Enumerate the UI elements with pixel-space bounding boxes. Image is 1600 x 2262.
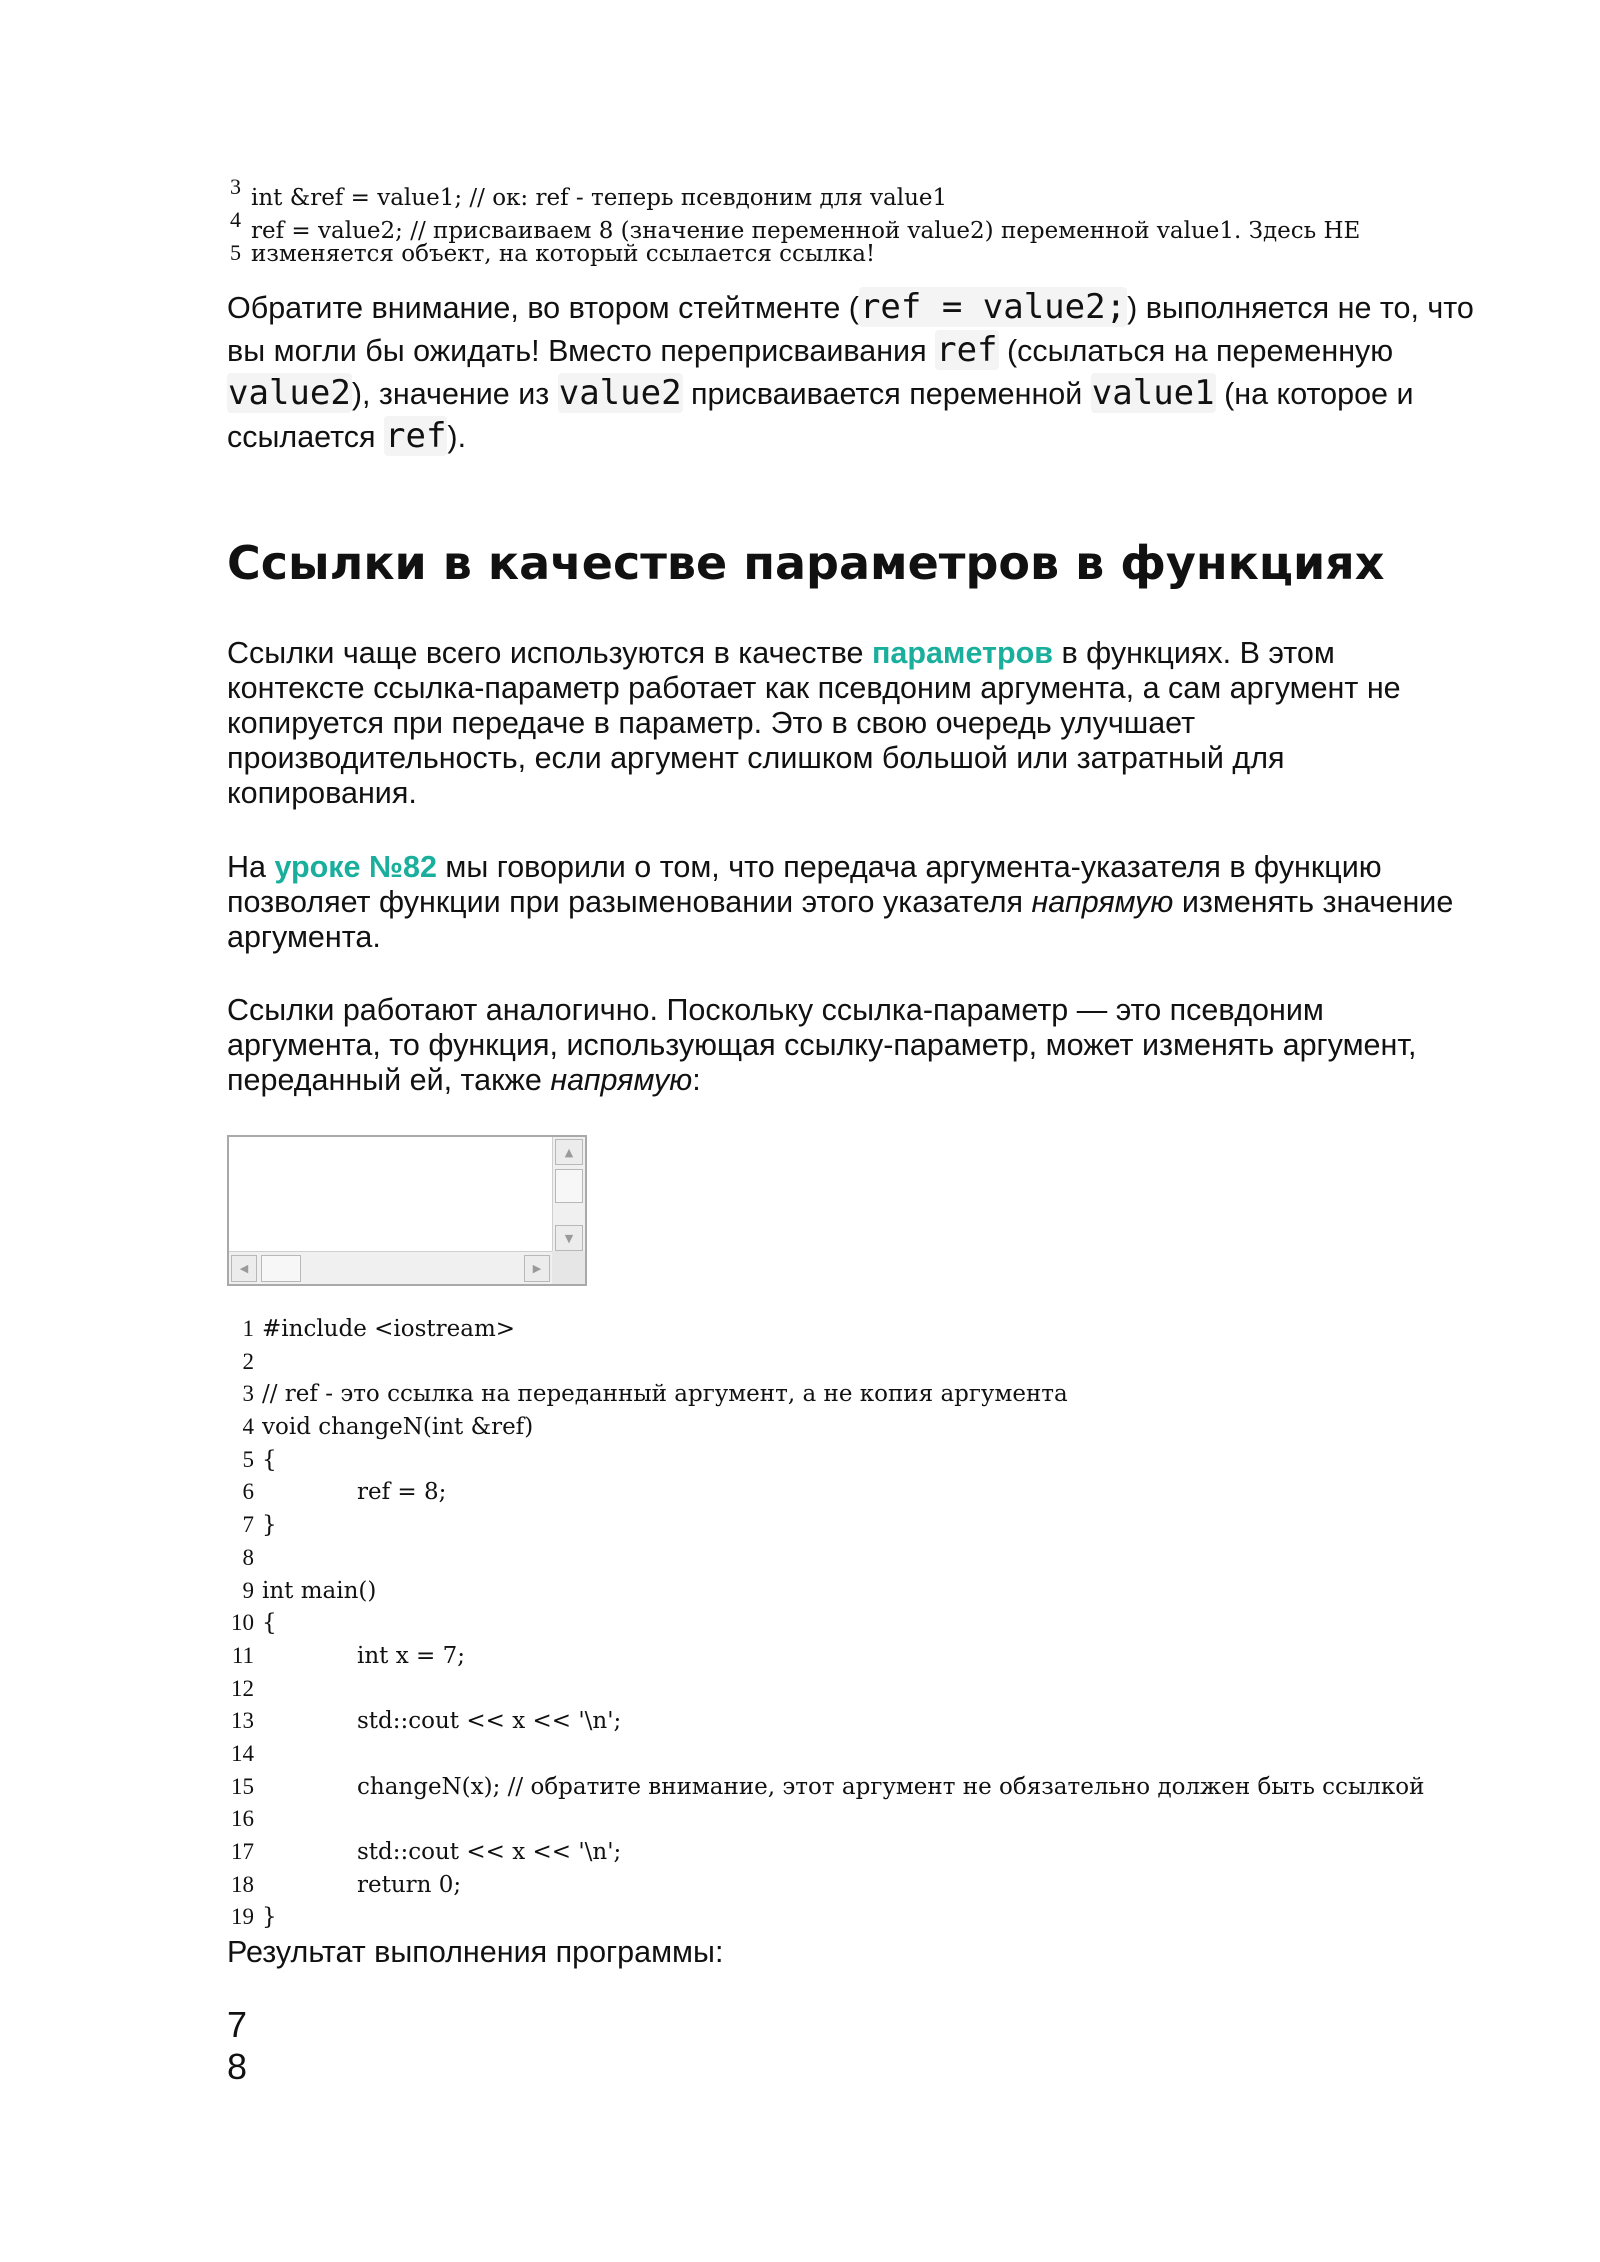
code-line <box>226 1803 1526 1836</box>
line-number: 5 <box>242 1446 254 1472</box>
code-line <box>226 1771 1526 1804</box>
inline-code: value1 <box>1091 373 1215 413</box>
line-number: 4 <box>230 207 241 232</box>
code-line <box>226 1378 1526 1411</box>
text: мы говорили о том, что передача аргумента-указателя в функцию позволяет функции при разыменовании этого указателя <box>227 850 1382 919</box>
code-line <box>226 1836 1526 1869</box>
arrow-down-icon: ▼ <box>564 1231 574 1245</box>
scroll-down-button[interactable] <box>555 1225 583 1251</box>
line-number: 13 <box>231 1708 254 1734</box>
code-line <box>226 207 1426 244</box>
code-text: void changeN(int &ref) <box>262 1414 534 1441</box>
code-text: { <box>262 1446 277 1473</box>
text: (ссылаться на переменную <box>998 334 1394 368</box>
line-number: 17 <box>231 1839 254 1864</box>
code-line <box>226 1509 1526 1542</box>
scroll-left-button[interactable] <box>231 1255 257 1282</box>
inline-code: ref = value2; <box>859 287 1127 327</box>
code-text: изменяется объект, на который ссылается ссылка! <box>251 241 876 267</box>
line-number: 8 <box>242 1544 254 1570</box>
code-text: { <box>262 1610 277 1637</box>
line-number: 14 <box>231 1740 254 1766</box>
emphasis: напрямую <box>1031 885 1174 919</box>
result-label: Результат выполнения программы: <box>227 1935 724 1969</box>
line-number: 6 <box>242 1479 254 1505</box>
code-text: } <box>262 1512 277 1539</box>
code-text: return 0; <box>357 1871 462 1898</box>
code-line <box>226 1411 1526 1444</box>
text: Ссылки чаще всего используются в качестве <box>227 636 872 670</box>
line-number: 10 <box>231 1610 254 1636</box>
code-fragment <box>226 174 1426 273</box>
line-number: 19 <box>231 1904 254 1930</box>
line-number: 3 <box>230 174 241 199</box>
section-heading: Ссылки в качестве параметров в функциях <box>227 536 1385 590</box>
code-text: #include <iostream> <box>262 1316 516 1342</box>
arrow-right-icon: ▶ <box>532 1262 542 1275</box>
line-number: 11 <box>231 1642 254 1668</box>
arrow-up-icon: ▲ <box>564 1145 574 1159</box>
emphasis: напрямую <box>550 1063 693 1097</box>
text: ) выполняется не то, что вы могли бы ожидать! Вместо переприсваивания <box>227 291 1474 368</box>
paragraph-lesson <box>227 850 1477 955</box>
horizontal-scroll-thumb[interactable] <box>261 1255 301 1282</box>
code-line <box>226 174 1426 211</box>
code-listing <box>226 1313 1526 1934</box>
code-text: int main() <box>262 1577 377 1604</box>
scroll-right-button[interactable] <box>524 1255 550 1282</box>
code-line <box>226 1542 1526 1575</box>
paragraph-params <box>227 636 1477 811</box>
line-number: 1 <box>242 1316 254 1341</box>
code-text: std::cout << x << '\n'; <box>357 1839 622 1865</box>
inline-code: value2 <box>228 373 351 413</box>
output-line: 7 <box>227 2004 248 2045</box>
code-line <box>226 1607 1526 1640</box>
inline-code: ref <box>385 416 447 456</box>
link-lesson-82[interactable]: уроке №82 <box>274 850 437 884</box>
arrow-left-icon: ◀ <box>239 1262 249 1275</box>
code-line <box>226 1705 1526 1738</box>
code-line <box>226 1444 1526 1477</box>
line-number: 3 <box>242 1381 254 1407</box>
line-number: 7 <box>242 1512 254 1538</box>
code-text: int x = 7; <box>357 1642 465 1669</box>
link-parameters[interactable]: параметров <box>871 636 1054 670</box>
text: изменять значение аргумента. <box>227 885 1454 954</box>
code-text: // ref - это ссылка на переданный аргумент, а не копия аргумента <box>262 1381 1068 1408</box>
code-line <box>226 1869 1526 1902</box>
line-number: 16 <box>231 1806 254 1832</box>
text: Обратите внимание, во втором стейтменте ( <box>227 291 859 325</box>
inline-code: ref <box>936 330 998 370</box>
paragraph-ref-assignment <box>227 286 1477 458</box>
text: (на которое и ссылается <box>227 377 1414 454</box>
text: На <box>227 850 275 884</box>
line-number: 18 <box>231 1871 254 1897</box>
line-number: 5 <box>230 240 241 265</box>
text: в функциях. В этом контексте ссылка-параметр работает как псевдоним аргумента, а сам аргумент не копируется при передаче в параметр. Это в свою очередь улучшает производительность, если аргумент слишком большой или затратный для копирования. <box>227 636 1401 810</box>
horizontal-scrollbar[interactable] <box>229 1251 552 1284</box>
line-number: 15 <box>231 1773 254 1799</box>
code-text: int &ref = value1; // ок: ref - теперь псевдоним для value1 <box>251 185 948 211</box>
vertical-scroll-thumb[interactable] <box>555 1169 583 1203</box>
paragraph-analogy <box>227 993 1477 1098</box>
line-number: 2 <box>242 1348 254 1374</box>
text: присваивается переменной <box>682 377 1091 411</box>
output-line: 8 <box>227 2046 248 2087</box>
line-number: 4 <box>242 1414 254 1440</box>
code-line <box>226 1738 1526 1771</box>
program-output <box>227 2004 247 2088</box>
code-text: ref = value2; // присваиваем 8 (значение переменной value2) переменной value1. Здесь НЕ <box>251 218 1361 244</box>
scroll-up-button[interactable] <box>555 1139 583 1165</box>
inline-code: value2 <box>558 373 682 413</box>
code-scroll-box[interactable] <box>227 1135 587 1286</box>
code-line <box>226 240 1426 273</box>
code-text: ref = 8; <box>357 1479 447 1506</box>
text: ), значение из <box>351 377 558 411</box>
code-line <box>226 1673 1526 1706</box>
code-text: } <box>262 1904 277 1931</box>
line-number: 9 <box>242 1577 254 1603</box>
code-line <box>226 1313 1526 1346</box>
vertical-scrollbar[interactable] <box>552 1137 585 1253</box>
code-line <box>226 1575 1526 1608</box>
code-line <box>226 1901 1526 1934</box>
text: : <box>692 1063 701 1097</box>
code-line <box>226 1476 1526 1509</box>
code-text: std::cout << x << '\n'; <box>357 1708 622 1735</box>
scrollbar-corner <box>552 1251 585 1284</box>
line-number: 12 <box>231 1675 254 1701</box>
code-text: changeN(x); // обратите внимание, этот аргумент не обязательно должен быть ссылкой <box>357 1773 1425 1800</box>
text: Ссылки работают аналогично. Поскольку ссылка-параметр — это псевдоним аргумента, то функция, использующая ссылку-параметр, может изменять аргумент, переданный ей, также <box>227 993 1417 1097</box>
code-line <box>226 1346 1526 1379</box>
text: ). <box>447 420 467 454</box>
code-line <box>226 1640 1526 1673</box>
